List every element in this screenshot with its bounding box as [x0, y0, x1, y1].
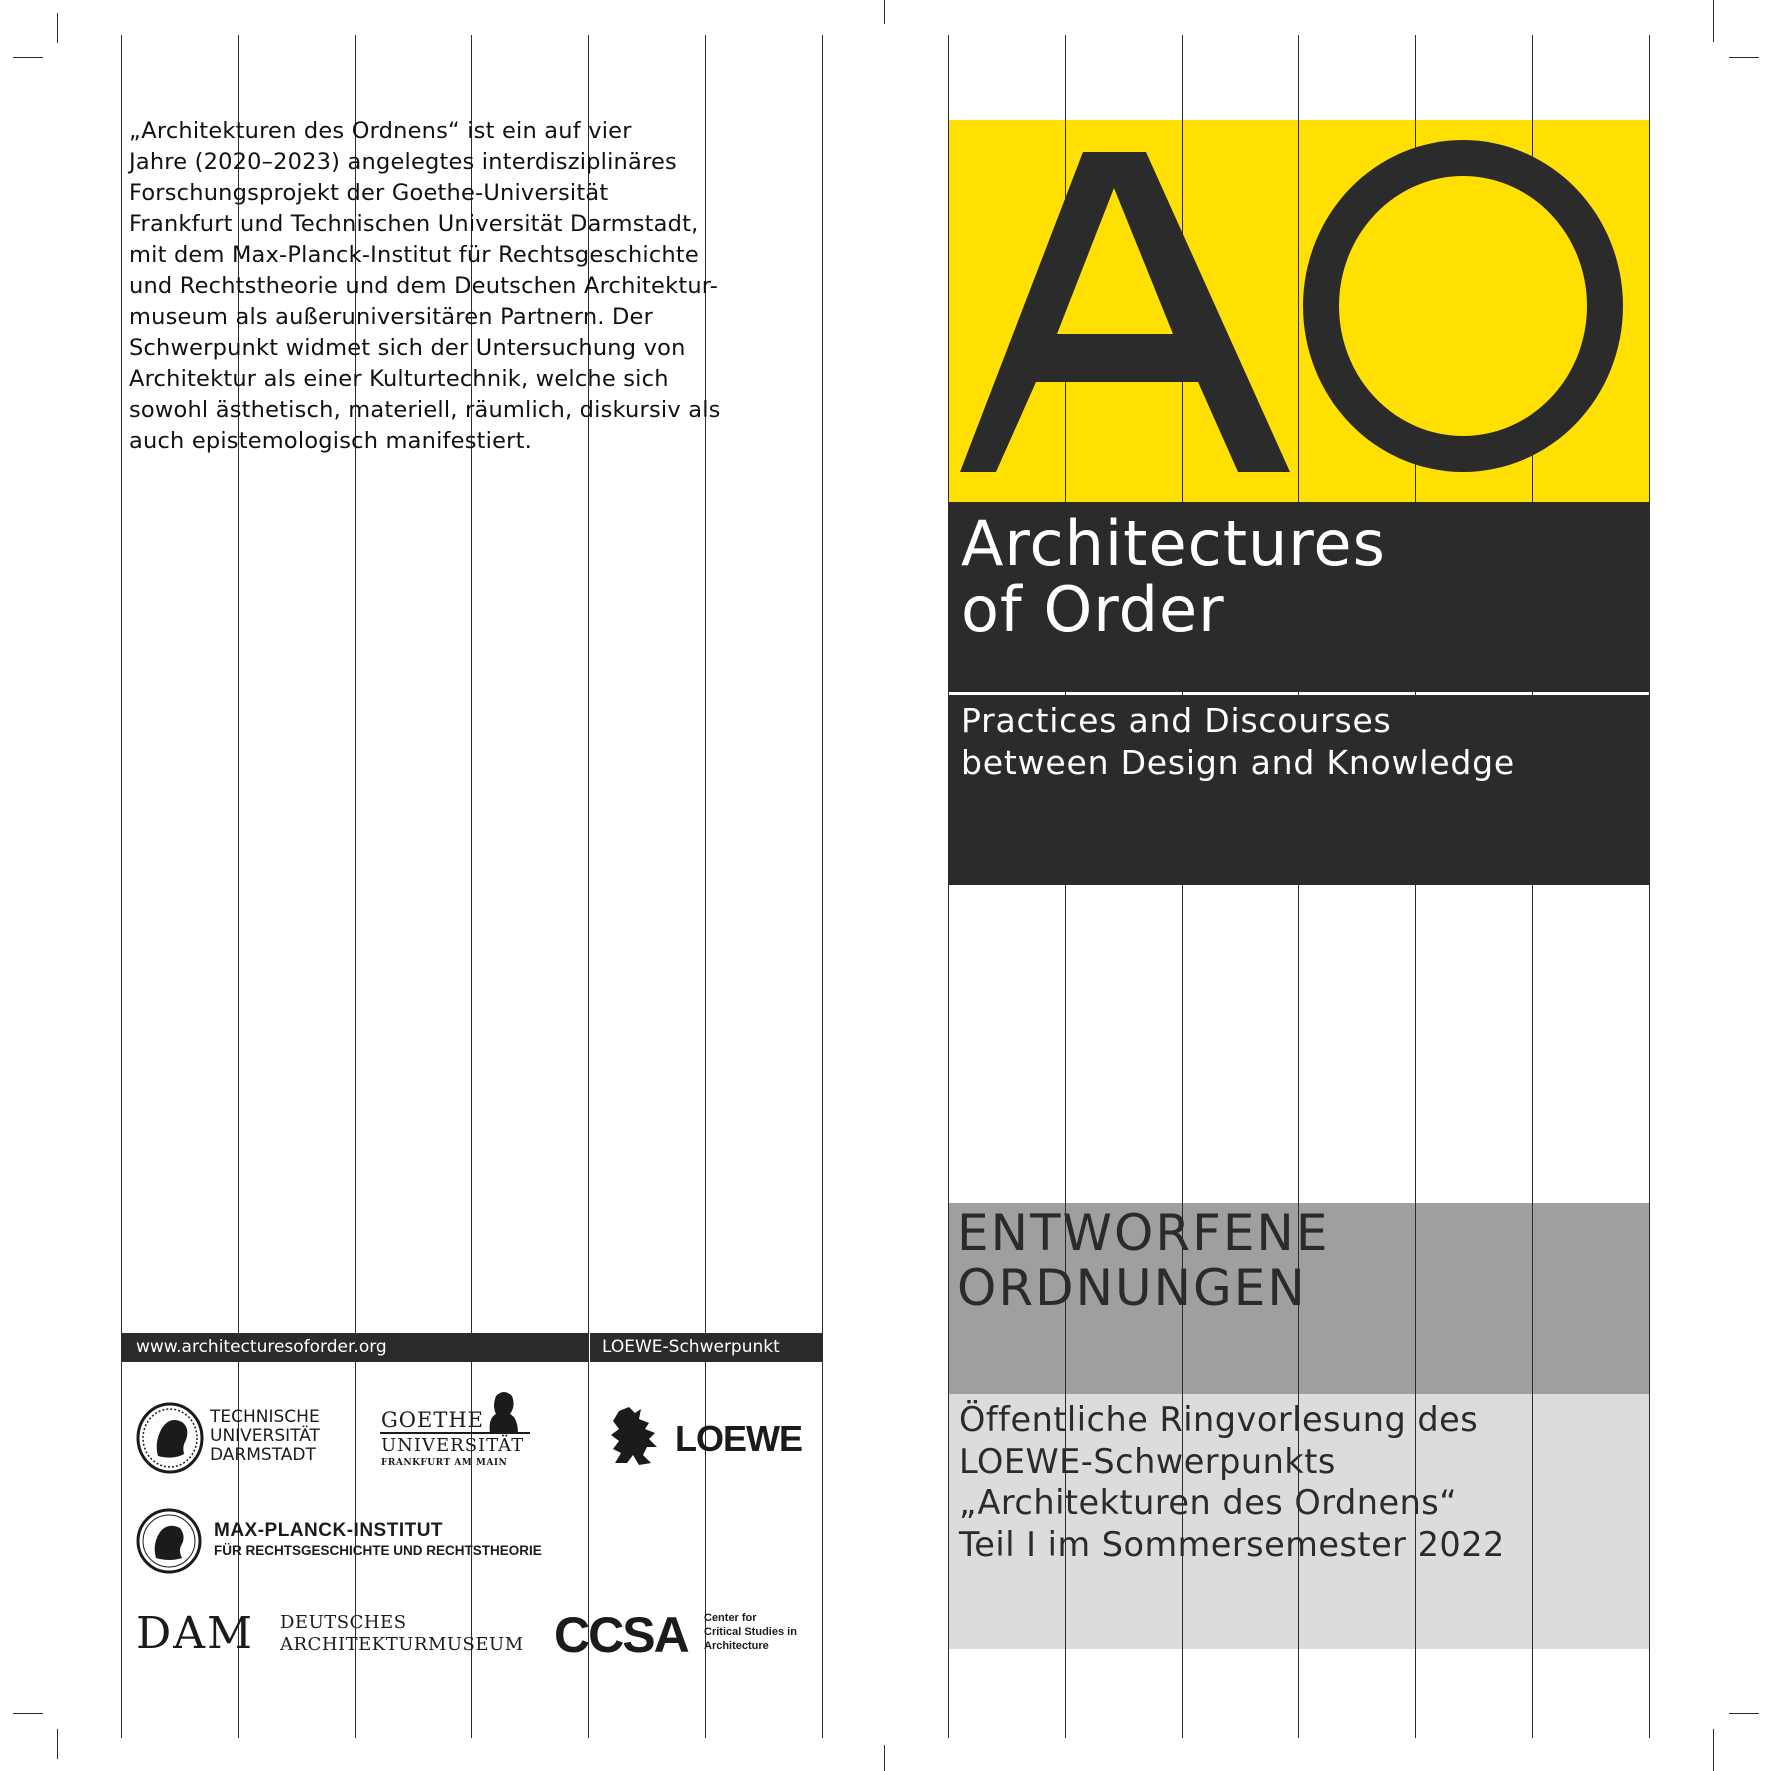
dam-line-2: ARCHITEKTURMUSEUM	[280, 1634, 524, 1655]
dam-line-1: DEUTSCHES	[280, 1612, 407, 1633]
loewe-logo	[605, 1405, 805, 1465]
dam-logo	[136, 1608, 524, 1662]
tu-darmstadt-line-2: UNIVERSITÄT	[210, 1426, 320, 1446]
title: Architectures of Order	[961, 507, 1386, 646]
crop-mark	[57, 13, 58, 43]
crop-mark	[57, 1729, 58, 1759]
minerva-seal-icon	[136, 1508, 202, 1574]
crop-mark	[884, 0, 885, 24]
crop-mark	[13, 1713, 43, 1714]
series-title: ENTWORFENE ORDNUNGEN	[957, 1204, 1330, 1317]
website-link[interactable]: www.architecturesoforder.org	[136, 1337, 387, 1357]
program-bar	[590, 1333, 822, 1362]
ccsa-line-3: Architecture	[704, 1640, 769, 1652]
crop-mark	[13, 57, 43, 58]
tu-darmstadt-line-3: DARMSTADT	[210, 1445, 316, 1465]
goethe-portrait-icon	[482, 1388, 522, 1434]
lion-icon	[605, 1405, 661, 1467]
grid-line	[121, 35, 122, 1738]
athena-seal-icon	[136, 1402, 204, 1474]
tu-darmstadt-logo	[136, 1400, 351, 1480]
ao-logo	[948, 120, 1650, 502]
goethe-line-3: FRANKFURT AM MAIN	[381, 1458, 508, 1468]
subtitle: Practices and Discourses between Design and Knowledge	[961, 701, 1515, 782]
mpi-line-1: MAX-PLANCK-INSTITUT	[214, 1520, 444, 1541]
tu-darmstadt-line-1: TECHNISCHE	[210, 1407, 320, 1427]
mpi-line-2: FÜR RECHTSGESCHICHTE UND RECHTSTHEORIE	[214, 1543, 542, 1558]
ccsa-logo	[554, 1606, 824, 1666]
max-planck-logo	[136, 1508, 606, 1574]
crop-mark	[1713, 1729, 1714, 1771]
intro-paragraph: „Architekturen des Ordnens“ ist ein auf vier Jahre (2020–2023) angelegtes interdisziplinäres Forschungsprojekt der Goethe-Universität Frankfurt und Technischen Universität Darmstadt, mit dem Max-Planck-Institut für Rechtsgeschichte und Rechtstheorie und dem Deutschen Architektur- museum als außeruniversitären Partnern. Der Schwerpunkt widmet sich der Untersuchung von Architektur als einer Kulturtechnik, welche sich sowohl ästhetisch, materiell, räumlich, diskursiv als auch epistemologisch manifestiert.	[129, 118, 721, 454]
crop-mark	[1729, 1713, 1759, 1714]
lecture-info: Öffentliche Ringvorlesung des LOEWE-Schwerpunkts „Architekturen des Ordnens“ Teil I im Sommersemester 2022	[959, 1400, 1505, 1564]
ccsa-line-1: Center for	[704, 1612, 757, 1624]
crop-mark	[1713, 0, 1714, 42]
goethe-line-1: GOETHE	[381, 1408, 484, 1432]
website-bar[interactable]	[121, 1333, 588, 1362]
goethe-line-2: UNIVERSITÄT	[381, 1435, 525, 1456]
ccsa-mark: CCSA	[554, 1607, 688, 1663]
goethe-university-logo	[380, 1388, 540, 1468]
dam-mark: DAM	[136, 1608, 255, 1659]
crop-mark	[1729, 57, 1759, 58]
ccsa-line-2: Critical Studies in	[704, 1626, 797, 1638]
program-label: LOEWE-Schwerpunkt	[602, 1337, 780, 1357]
loewe-wordmark: LOEWE	[675, 1418, 802, 1459]
goethe-divider	[380, 1432, 530, 1434]
crop-mark	[884, 1745, 885, 1771]
